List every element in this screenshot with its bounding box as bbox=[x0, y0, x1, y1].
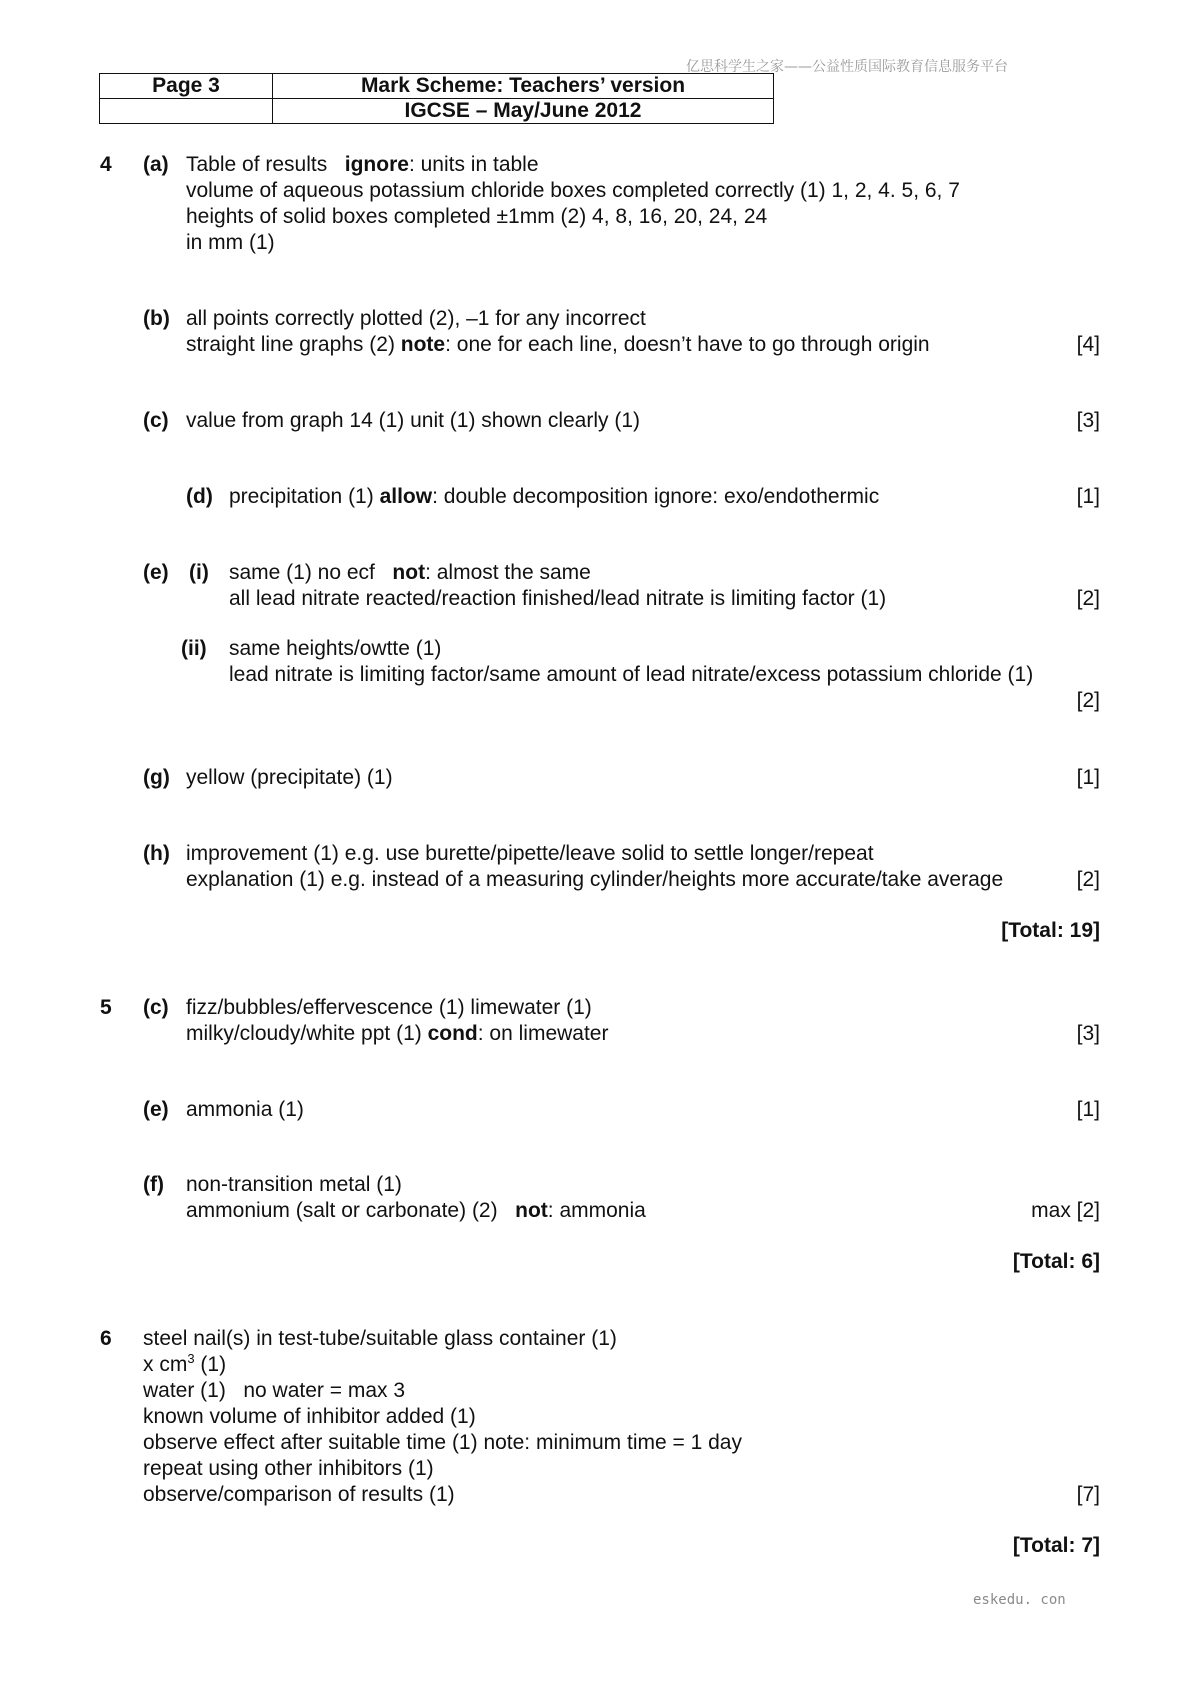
q6-mark: [7] bbox=[1076, 1483, 1100, 1506]
q4eii-line1: same heights/owtte (1) bbox=[229, 637, 442, 660]
q6-line3: water (1) no water = max 3 bbox=[143, 1379, 406, 1402]
q4b-line2-pre: straight line graphs (2) bbox=[186, 333, 395, 356]
q5f-line1: non-transition metal (1) bbox=[186, 1173, 402, 1196]
q4ei-label: (i) bbox=[189, 561, 209, 584]
q5c-line2-bold: cond bbox=[427, 1022, 478, 1045]
q5-number: 5 bbox=[100, 996, 112, 1019]
q5f-line2-pre: ammonium (salt or carbonate) (2) bbox=[186, 1199, 498, 1222]
q5f-mark: max [2] bbox=[1031, 1199, 1100, 1222]
watermark-text: 亿思科学生之家——公益性质国际教育信息服务平台 bbox=[686, 59, 1008, 75]
q4e-label: (e) bbox=[143, 561, 169, 584]
q4d-line1 bbox=[229, 484, 879, 510]
q4b-line2-post: : one for each line, doesn’t have to go through origin bbox=[445, 333, 930, 356]
q6-line6: repeat using other inhibitors (1) bbox=[143, 1457, 434, 1480]
q4g-mark: [1] bbox=[1076, 766, 1100, 789]
q4eii-line2: lead nitrate is limiting factor/same amount of lead nitrate/excess potassium chloride (1) bbox=[229, 663, 1034, 686]
q6-number: 6 bbox=[100, 1327, 112, 1350]
q4d-line1-post: : double decomposition ignore: exo/endothermic bbox=[432, 485, 880, 508]
q4h-line1: improvement (1) e.g. use burette/pipette/leave solid to settle longer/repeat bbox=[186, 842, 874, 865]
q5-total: [Total: 6] bbox=[1012, 1250, 1100, 1273]
q5c-label: (c) bbox=[143, 996, 169, 1019]
q4a-line1-post: : units in table bbox=[408, 153, 539, 176]
q4h-line2: explanation (1) e.g. instead of a measuring cylinder/heights more accurate/take average bbox=[186, 868, 1004, 891]
q6-total: [Total: 7] bbox=[1012, 1534, 1100, 1557]
q4c-line1: value from graph 14 (1) unit (1) shown clearly (1) bbox=[186, 409, 641, 432]
header-empty-cell bbox=[100, 99, 273, 124]
q5f-line2 bbox=[186, 1198, 646, 1224]
q4ei-line2: all lead nitrate reacted/reaction finished/lead nitrate is limiting factor (1) bbox=[229, 587, 887, 610]
q4b-line2-bold: note bbox=[400, 333, 446, 356]
q4d-mark: [1] bbox=[1076, 485, 1100, 508]
q4eii-label: (ii) bbox=[181, 637, 207, 660]
q4a-line4: in mm (1) bbox=[186, 231, 275, 254]
q6-line2-post: (1) bbox=[194, 1353, 227, 1376]
q4a-line2: volume of aqueous potassium chloride boxes completed correctly (1) 1, 2, 4. 5, 6, 7 bbox=[186, 179, 960, 202]
q4c-mark: [3] bbox=[1076, 409, 1100, 432]
q4h-mark: [2] bbox=[1076, 868, 1100, 891]
q4a-line1-bold: ignore bbox=[344, 153, 409, 176]
q6-line1: steel nail(s) in test-tube/suitable glass container (1) bbox=[143, 1327, 617, 1350]
q4ei-line1 bbox=[229, 560, 591, 586]
q5f-line2-bold: not bbox=[515, 1199, 548, 1222]
q4b-mark: [4] bbox=[1076, 333, 1100, 356]
q6-line2-sup: 3 bbox=[187, 1351, 195, 1366]
q5f-label: (f) bbox=[143, 1173, 164, 1196]
q5c-line2-post: : on limewater bbox=[477, 1022, 609, 1045]
q4a-line1 bbox=[186, 152, 539, 178]
q5e-mark: [1] bbox=[1076, 1098, 1100, 1121]
q4a-label: (a) bbox=[143, 153, 169, 176]
q4g-line1: yellow (precipitate) (1) bbox=[186, 766, 393, 789]
q6-line5: observe effect after suitable time (1) note: minimum time = 1 day bbox=[143, 1431, 742, 1454]
q4a-line3: heights of solid boxes completed ±1mm (2) 4, 8, 16, 20, 24, 24 bbox=[186, 205, 768, 228]
q5c-line2 bbox=[186, 1021, 608, 1047]
q4d-line1-pre: precipitation (1) bbox=[229, 485, 374, 508]
q4d-line1-bold: allow bbox=[379, 485, 433, 508]
q6-line2-pre: x cm bbox=[143, 1353, 188, 1376]
q5f-line2-post: : ammonia bbox=[547, 1199, 646, 1222]
q4a-line1-pre: Table of results bbox=[186, 153, 328, 176]
q4eii-mark: [2] bbox=[1076, 689, 1100, 712]
q4ei-line1-bold: not bbox=[392, 561, 426, 584]
q5c-line1: fizz/bubbles/effervescence (1) limewater (1) bbox=[186, 996, 592, 1019]
q4b-label: (b) bbox=[143, 307, 170, 330]
q5c-line2-pre: milky/cloudy/white ppt (1) bbox=[186, 1022, 422, 1045]
q4ei-line1-post: : almost the same bbox=[425, 561, 591, 584]
q4b-line2 bbox=[186, 332, 930, 358]
q4-total: [Total: 19] bbox=[1001, 919, 1100, 942]
header-page: Page 3 bbox=[100, 74, 273, 99]
q6-line7: observe/comparison of results (1) bbox=[143, 1483, 455, 1506]
q4h-label: (h) bbox=[143, 842, 170, 865]
q5e-line1: ammonia (1) bbox=[186, 1098, 304, 1121]
q4-number: 4 bbox=[100, 153, 112, 176]
q4b-line1: all points correctly plotted (2), –1 for any incorrect bbox=[186, 307, 646, 330]
q4g-label: (g) bbox=[143, 766, 170, 789]
q5e-label: (e) bbox=[143, 1098, 169, 1121]
header-title: Mark Scheme: Teachers’ version bbox=[273, 74, 774, 99]
q4d-label: (d) bbox=[186, 485, 213, 508]
q5c-mark: [3] bbox=[1076, 1022, 1100, 1045]
q6-line2 bbox=[143, 1352, 226, 1378]
q4ei-mark: [2] bbox=[1076, 587, 1100, 610]
q4c-label: (c) bbox=[143, 409, 169, 432]
header-exam: IGCSE – May/June 2012 bbox=[273, 99, 774, 124]
footer-site: eskedu. con bbox=[973, 1592, 1066, 1608]
q6-line4: known volume of inhibitor added (1) bbox=[143, 1405, 476, 1428]
header-table bbox=[99, 73, 774, 124]
q4ei-line1-pre: same (1) no ecf bbox=[229, 561, 375, 584]
